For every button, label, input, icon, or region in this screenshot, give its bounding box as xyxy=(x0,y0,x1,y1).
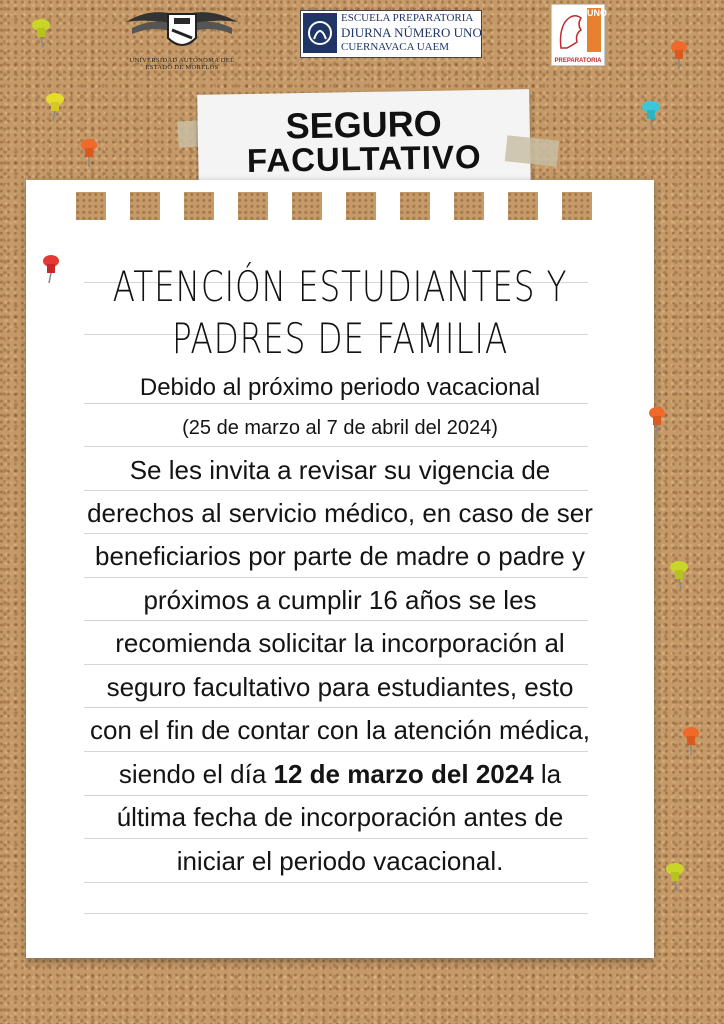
notice-body-line: seguro facultativo para estudiantes, esto xyxy=(106,672,574,702)
uaem-caption-line1: UNIVERSIDAD AUTÓNOMA DEL xyxy=(129,57,235,64)
prepa-logo-line3: CUERNAVACA UAEM xyxy=(341,41,450,53)
prepa-emblem-icon xyxy=(303,13,337,53)
ruled-line xyxy=(84,620,588,621)
notice-dates: (25 de marzo al 7 de abril del 2024) xyxy=(182,417,498,439)
ruled-line xyxy=(84,403,588,404)
pushpin-yellow-icon xyxy=(44,92,66,122)
ruled-line xyxy=(84,577,588,578)
paper-hole xyxy=(184,192,214,220)
notice-body-line: próximos a cumplir 16 años se les xyxy=(143,585,537,615)
student-profile-icon xyxy=(555,8,589,52)
prepa-logo-line2: DIURNA NÚMERO UNO xyxy=(341,25,482,40)
pushpin-orange-icon xyxy=(78,138,100,168)
notice-body-line: recomienda solicitar la incorporación al xyxy=(115,628,565,658)
notice-body-line: con el fin de contar con la atención médica, xyxy=(89,715,591,745)
tape-right xyxy=(505,135,559,166)
pushpin-orange-icon xyxy=(680,726,702,756)
paper-hole xyxy=(238,192,268,220)
uno-caption: PREPARATORIA xyxy=(554,58,602,64)
prepa-diurna-logo xyxy=(300,10,482,58)
title-line2: FACULTATIVO xyxy=(246,137,482,180)
notice-closing-line: última fecha de incorporación antes de xyxy=(116,802,564,832)
prepa-uno-logo xyxy=(551,4,605,66)
deadline-date: 12 de marzo del 2024 xyxy=(273,759,534,789)
paper-hole xyxy=(454,192,484,220)
notice-heading-line2: PADRES DE FAMILIA xyxy=(171,314,509,363)
pushpin-lime-icon xyxy=(668,560,690,590)
pushpin-red-icon xyxy=(40,254,62,284)
deadline-post: la xyxy=(540,759,562,789)
uaem-caption-line2: ESTADO DE MORELOS xyxy=(145,64,219,71)
notice-body-line: beneficiarios por parte de madre o padre y xyxy=(95,541,585,571)
notice-closing-line: iniciar el periodo vacacional. xyxy=(176,846,504,876)
notice-heading-line1: ATENCIÓN ESTUDIANTES Y xyxy=(112,262,568,311)
pushpin-lime-icon xyxy=(664,862,686,892)
ruled-line xyxy=(84,490,588,491)
ruled-line xyxy=(84,533,588,534)
notice-body-line: Se les invita a revisar su vigencia de xyxy=(129,455,551,485)
ruled-line xyxy=(84,446,588,447)
deadline-pre: siendo el día xyxy=(118,759,267,789)
paper-hole xyxy=(346,192,376,220)
notice-body-line: derechos al servicio médico, en caso de ser xyxy=(87,498,593,528)
paper-hole xyxy=(292,192,322,220)
pushpin-cyan-icon xyxy=(640,100,662,130)
paper-hole xyxy=(562,192,592,220)
ruled-line xyxy=(84,795,588,796)
paper-hole xyxy=(76,192,106,220)
paper-hole xyxy=(130,192,160,220)
ruled-line xyxy=(84,838,588,839)
ruled-line xyxy=(84,882,588,883)
paper-hole xyxy=(508,192,538,220)
prepa-logo-line1: ESCUELA PREPARATORIA xyxy=(341,12,474,24)
uaem-logo xyxy=(122,4,242,70)
pushpin-lime-icon xyxy=(30,18,52,48)
uaem-crest-icon xyxy=(122,4,242,54)
ruled-line xyxy=(84,707,588,708)
paper-hole xyxy=(400,192,430,220)
uno-badge: UNO xyxy=(587,8,601,52)
ruled-line xyxy=(84,913,588,914)
ruled-line xyxy=(84,751,588,752)
notice-intro: Debido al próximo periodo vacacional xyxy=(139,374,541,401)
pushpin-orange-icon xyxy=(668,40,690,70)
ruled-line xyxy=(84,664,588,665)
pushpin-orange-icon xyxy=(646,406,668,436)
title-line1: SEGURO xyxy=(285,102,443,147)
notice-deadline-line xyxy=(26,759,654,790)
